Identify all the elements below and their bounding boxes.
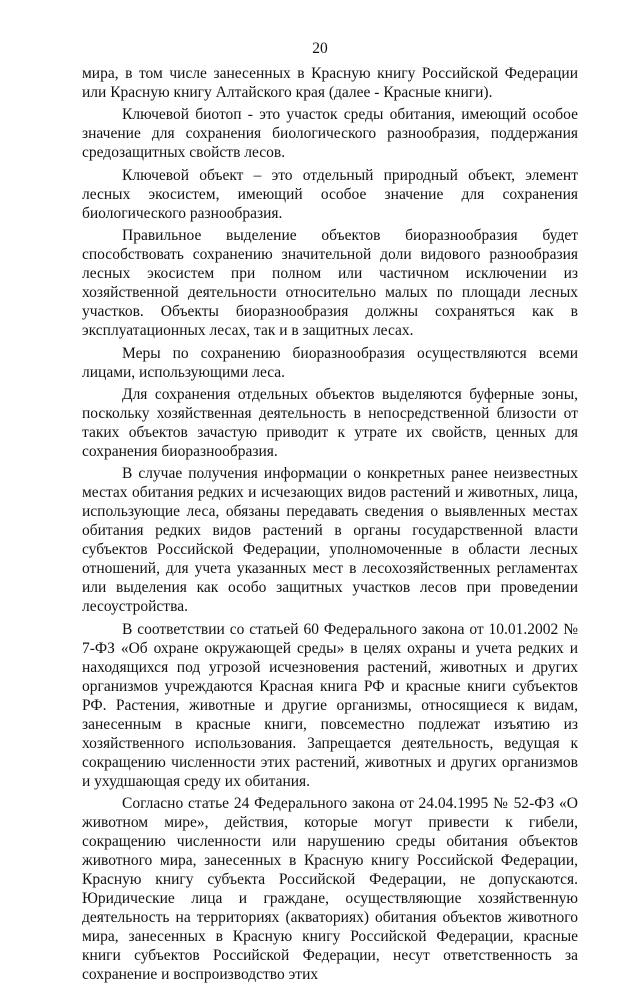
paragraph-conservation-measures: Меры по сохранению биоразнообразия осуществляются всеми лицами, использующими леса. bbox=[82, 344, 578, 381]
paragraph-habitat-information: В случае получения информации о конкретных ранее неизвестных местах обитания редких и исчезающих видов растений и животных, лица, использующие леса, обязаны передавать сведения о выявленных местах обитания редких видов растений в органы государственной власти субъектов Российской Федерации, уполномоченные в области лесных отношений, для учета указанных мест в лесохозяйственных регламентах или выделения как особо защитных участков лесов при проведении лесоустройства. bbox=[82, 465, 578, 616]
paragraph-continuation: мира, в том числе занесенных в Красную книгу Российской Федерации или Красную книгу Алтайского края (далее - Красные книги). bbox=[82, 65, 578, 101]
paragraph-law-environment: В соответствии со статьей 60 Федерального закона от 10.01.2002 № 7-ФЗ «Об охране окружающей среды» в целях охраны и учета редких и находящихся под угрозой исчезновения растений, животных и других организмов учреждаются Красная книга РФ и красные книги субъектов РФ. Растения, животные и другие организмы, относящиеся к видам, занесенным в красные книги, повсеместно подлежат изъятию из хозяйственного использования. Запрещается деятельность, ведущая к сокращению численности этих растений, животных и других организмов и ухудшающая среду их обитания. bbox=[82, 620, 578, 790]
document-body bbox=[82, 64, 578, 988]
page-number: 20 bbox=[312, 40, 328, 57]
paragraph-key-biotope: Ключевой биотоп - это участок среды обитания, имеющий особое значение для сохранения биологического разнообразия, поддержания средозащитных свойств лесов. bbox=[82, 106, 578, 162]
paragraph-buffer-zones: Для сохранения отдельных объектов выделяются буферные зоны, поскольку хозяйственная деятельность в непосредственной близости от таких объектов зачастую приводит к утрате их свойств, ценных для сохранения биоразнообразия. bbox=[82, 385, 578, 460]
paragraph-law-wildlife: Согласно статье 24 Федерального закона от 24.04.1995 № 52-ФЗ «О животном мире», действия, которые могут привести к гибели, сокращению численности или нарушению среды обитания объектов животного мира, занесенных в Красную книгу Российской Федерации, Красную книгу субъекта Российской Федерации, не допускаются. Юридические лица и граждане, осуществляющие хозяйственную деятельность на территориях (акваториях) обитания объектов животного мира, занесенных в Красную книгу Российской Федерации, красные книги субъектов Российской Федерации, несут ответственность за сохранение и воспроизводство этих bbox=[82, 795, 578, 984]
paragraph-key-object: Ключевой объект – это отдельный природный объект, элемент лесных экосистем, имеющий особое значение для сохранения биологического разнообразия. bbox=[82, 166, 578, 222]
paragraph-biodiversity-selection: Правильное выделение объектов биоразнообразия будет способствовать сохранению значительной доли видового разнообразия лесных экосистем при полном или частичном исключении из хозяйственной деятельности относительно малых по площади лесных участков. Объекты биоразнообразия должны сохраняться как в эксплуатационных лесах, так и в защитных лесах. bbox=[82, 227, 578, 340]
